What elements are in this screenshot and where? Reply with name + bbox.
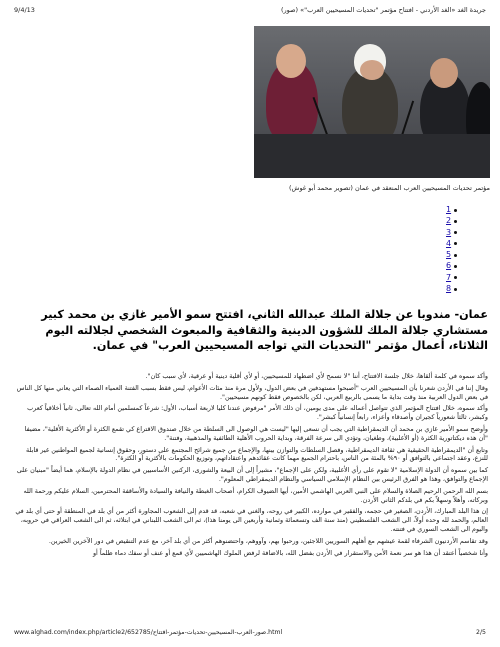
- print-header: [14, 6, 486, 18]
- photo-table: [254, 134, 490, 178]
- article-paragraph: وأنا شخصياً أعتقد أن هذا هو سر نعمة الأمن والاستقرار في الأردن بفضل الله، بالاضافة لرفض الملوك الهاشميين لأي قمع أو عنف أو سفك دماء ظلماً أو: [92, 548, 488, 557]
- article-paragraph: بسم الله الرحمن الرحيم الصلاة والسلام على النبي العربي الهاشمي الأمين، أيها الضيوف الكرام، أصحاب الغبطة والنيافة والسيادة والأساقفة المحترمين، السلام عليكم ورحمة الله وبركاته، وأهلاً وسهلاً بكم في بلدكم الثاني الأردن.: [23, 486, 488, 504]
- article-body: [14, 372, 488, 560]
- bullet-icon: [454, 254, 457, 257]
- pager-item: [446, 238, 476, 249]
- bullet-icon: [454, 220, 457, 223]
- pager-item: [446, 227, 476, 238]
- print-page-title: جريدة الغد «الغد الأردني - افتتاح مؤتمر "تحديات المسيحيين العرب"» (صور): [280, 6, 486, 14]
- gallery-pager: [446, 204, 476, 294]
- pager-item: [446, 272, 476, 283]
- photo-head: [276, 44, 306, 78]
- pager-link-6[interactable]: 6: [446, 261, 452, 271]
- bullet-icon: [454, 265, 457, 268]
- pager-item: [446, 249, 476, 260]
- conference-photo: [254, 26, 490, 178]
- bullet-icon: [454, 231, 457, 234]
- pager-link-8[interactable]: 8: [446, 284, 452, 294]
- photo-head: [430, 58, 458, 88]
- article-paragraph: وقال إننا في الأردن شعرنا بأن المسيحيين العرب "أصبحوا مستهدفين في بعض الدول، ولأول مرة منذ مئات الأعوام، ليس فقط بسبب الفتنة العمياء الصماء التي يعاني منها كل الناس في بعض الدول العربية منذ وقت بداية ما يسمى بالربيع العربي، لكن بالخصوص فقط كونهم مسيحيين".: [16, 383, 488, 401]
- photo-caption: مؤتمر تحديات المسيحيين العرب المنعقد في عمان (تصوير محمد أبو غوش): [288, 184, 490, 192]
- pager-link-3[interactable]: 3: [446, 227, 452, 237]
- bullet-icon: [454, 288, 457, 291]
- article-paragraph: كما بين سموه أن الدولة الإسلامية "لا تقوم على رأي الأغلبية، ولكن على الإجماع"، مشيراً إلى أن البيعة والشورى، الركنين الأساسيين في نظام الدولة بالإسلام، هما أيضاً "مبنيان على الإجماع والتوافق، وهذا هو الفرق الرئيس بين النظام الإسلامي السياسي والنظام الديمقراطي المعلوم".: [16, 466, 488, 483]
- pager-link-7[interactable]: 7: [446, 272, 452, 282]
- pager-link-5[interactable]: 5: [446, 250, 452, 260]
- article-paragraph: وأوضح سمو الأمير غازي بن محمد أن الديمقراطية التي يجب أن نسعى إليها "ليست هي الوصول الى السلطة من خلال صندوق الاقتراع كي تقمع الكثرة أو الأكثرية الأقلية"، مضيفا "أن هذه ديكتاتورية الكثرة (أو الأغلبية)، وطغيان، وتؤدي الى سرعة الفرقة، وبداية الحروب الأهلية الطائفية والمذهبية، وفتنة".: [24, 424, 488, 442]
- print-footer: [14, 629, 486, 639]
- article-paragraph: وقد تقاسم الأردنيون الشرفاء لقمة عيشهم مع أهلهم السوريين اللاجئين، ورحبوا بهم، وآووهم، واحتضنوهم أكثر من أي بلد آخر، مع عدم التنقيص في دور الآخرين الخيرين.: [48, 536, 488, 545]
- photo-face: [360, 60, 384, 80]
- article-headline: عمان- مندوبا عن جلالة الملك عبدالله الثاني، افتتح سمو الأمير غازي بن محمد كبير مستشاري جلالة الملك للشؤون الدينية والثقافية والمبعوث الشخصي لجلالته اليوم الثلاثاء، أعمال مؤتمر "التحديات التي تواجه المسيحيين العرب" في عمان.: [41, 308, 488, 353]
- article-paragraph: وأكد سموه في كلمة ألقاها، خلال جلسة الافتتاح، أننا "لا نسمح لأي اضطهاد للمسيحيين، أو لأي أقلية دينية أو عرقية، لأي سبب كان".: [145, 372, 488, 380]
- article-paragraph: إن هذا البلد المبارك، الأردن، الصغير في حجمه، والفقير في موارده، الكبير في روحه، والغني في شعبه، قد قدم إلى الشعوب المجاورة أكثر من أي بلد في المنطقة أو حتى أي بلد في العالم، والحمد لله وحده أولاً، الى الشعب الفلسطيني (منذ سنة الف وتسعمائة وثمانية وأربعين الى يومنا هذا)، ثم الى الشعب اللبناني في ابتلائه، ثم الى الشعب العراقي في حروبه، واليوم الى الشعب السوري في فتنته.: [15, 507, 488, 533]
- bullet-icon: [454, 209, 457, 212]
- pager-link-2[interactable]: 2: [446, 216, 452, 226]
- pager-item: [446, 215, 476, 226]
- print-date: 9/4/13: [14, 6, 35, 14]
- pager-item: [446, 260, 476, 271]
- print-url: www.alghad.com/index.php/article2/652785/صور-العرب-المسيحيين-تحديات-مؤتمر-افتتاح.html: [14, 629, 283, 636]
- pager-link-4[interactable]: 4: [446, 238, 452, 248]
- article-paragraph: وأكد سموه، خلال افتتاح المؤتمر الذي تتواصل أعماله على مدى يومين، أن ذلك الأمر "مرفوض عندنا كليا لاربعة أسباب، الأول: شرعاً كمسلمين أمام الله تعالى، ثانياً أخلاقياً كعرب وكبشر، ثالثاً شعورياً كجيران وأصدقاء وأعزاء، رابعاً إنسانياً كبشر".: [27, 404, 488, 422]
- print-page-number: 2/5: [476, 629, 486, 636]
- pager-item: [446, 283, 476, 294]
- pager-link-1[interactable]: 1: [446, 205, 452, 214]
- bullet-icon: [454, 242, 457, 245]
- bullet-icon: [454, 276, 457, 279]
- pager-item: [446, 204, 476, 215]
- article-paragraph: وتابع أن "الديمقراطية الحقيقية هي ثقافة الديمقراطية، وفصل السلطات والتوازن بينها، والإجماع من جميع شرائح المجتمع على دستور، وحقوق إنسانية لجميع المواطنين غير قابلة للنزع، وعقد اجتماعي بالتوافق أو ٩٠% بالمئة من الناس، باحترام الجميع مهما كانت عقائدهم واعتقاداتهم، وتوزيع الحكومات بالأكثرية أو الكثرة".: [26, 445, 488, 463]
